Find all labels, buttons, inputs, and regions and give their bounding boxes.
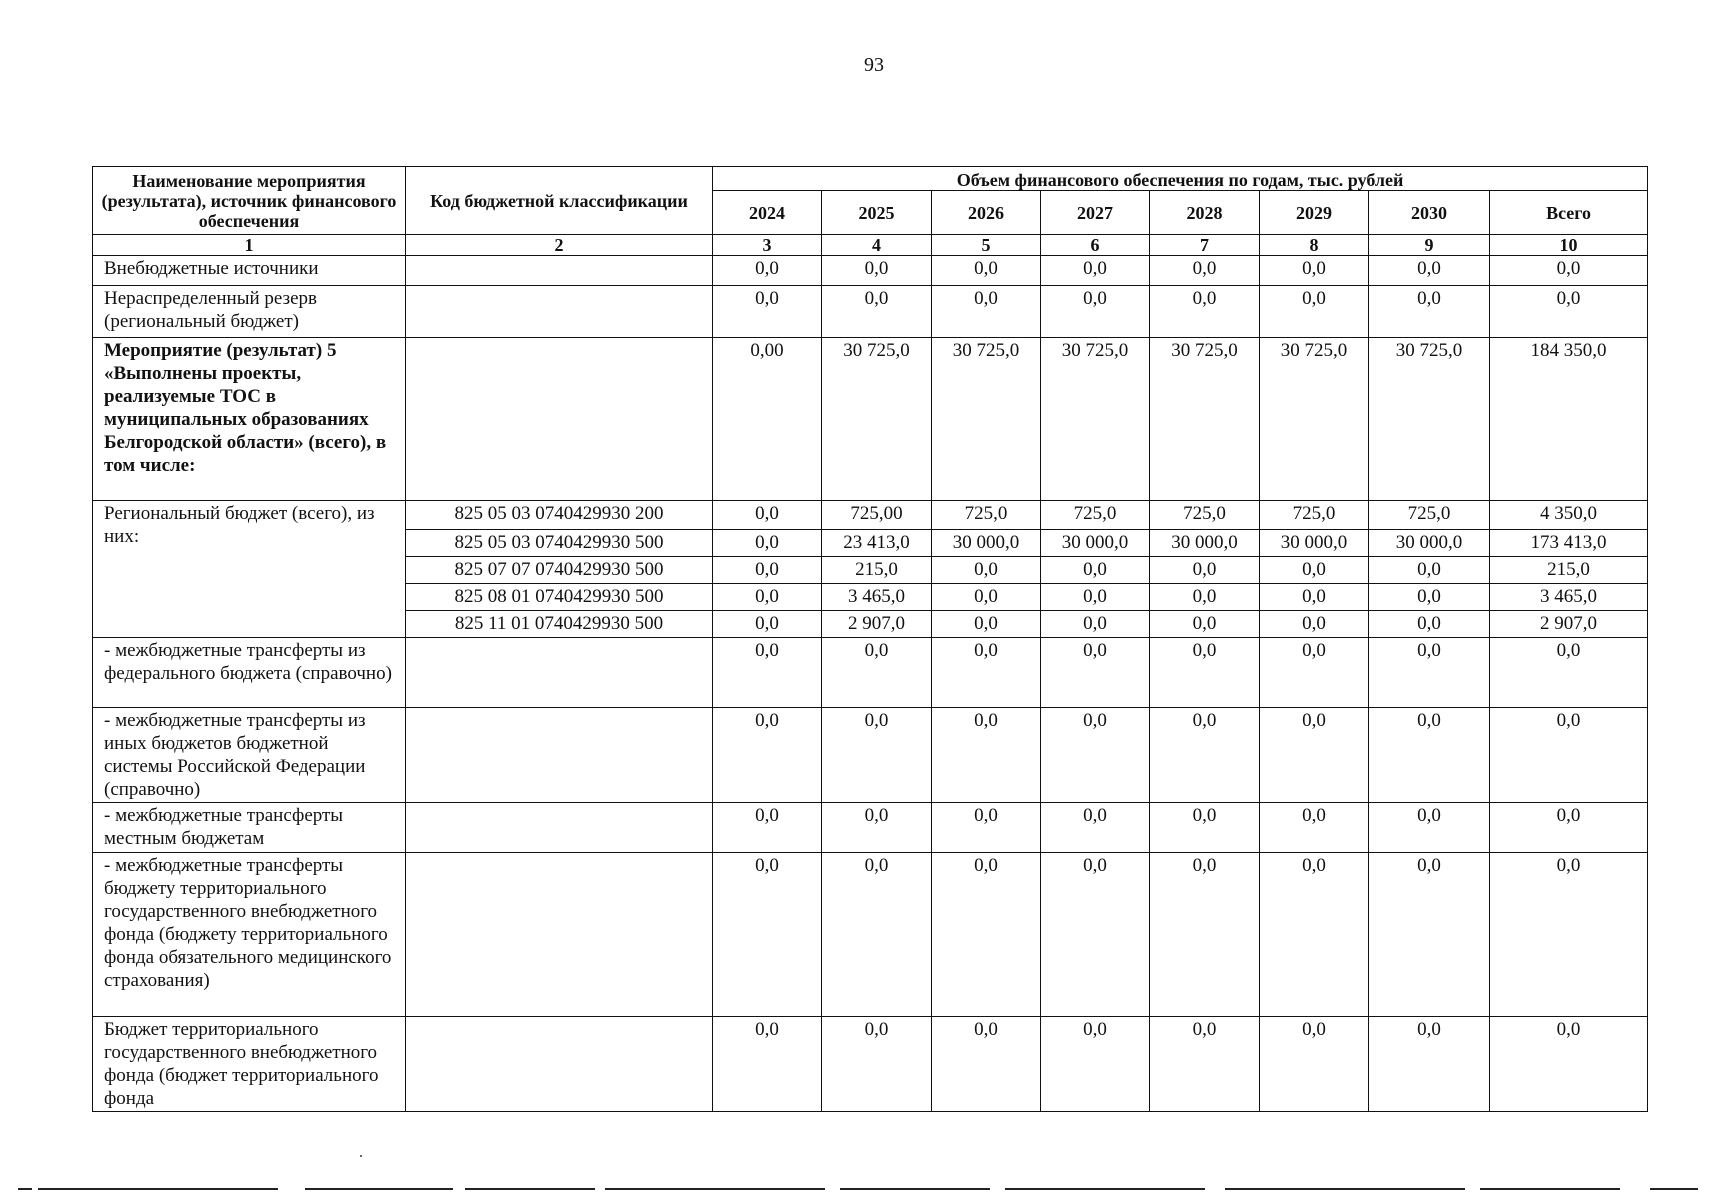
row-year-value: 0,0 — [932, 286, 1041, 338]
row-year-value: 0,0 — [1260, 1017, 1369, 1112]
row-year-value: 30 000,0 — [1260, 530, 1369, 557]
table-row — [93, 286, 1648, 338]
row-year-value: 0,0 — [932, 611, 1041, 638]
row-year-value: 0,0 — [932, 803, 1041, 853]
row-year-value: 725,0 — [1260, 501, 1369, 530]
row-year-value: 0,0 — [822, 708, 932, 803]
row-year-value: 0,0 — [1041, 708, 1150, 803]
row-year-value: 0,0 — [1369, 708, 1490, 803]
column-number: 8 — [1260, 235, 1369, 256]
row-year-value: 0,0 — [822, 286, 932, 338]
row-year-value: 0,0 — [932, 708, 1041, 803]
row-year-value: 0,0 — [713, 1017, 822, 1112]
row-year-value: 0,0 — [1369, 557, 1490, 584]
row-year-value: 0,0 — [822, 1017, 932, 1112]
row-total-value: 4 350,0 — [1490, 501, 1648, 530]
table-body — [93, 256, 1648, 1112]
row-year-value: 0,0 — [1150, 638, 1260, 708]
table-row — [93, 256, 1648, 286]
row-year-value: 0,0 — [1150, 611, 1260, 638]
header-code: Код бюджетной классификации — [406, 167, 713, 235]
row-year-value: 0,0 — [1260, 286, 1369, 338]
page-number: 93 — [864, 54, 884, 76]
table-row — [93, 338, 1648, 501]
row-year-value: 0,0 — [1150, 584, 1260, 611]
row-year-value: 0,0 — [1260, 557, 1369, 584]
row-year-value: 0,0 — [932, 256, 1041, 286]
column-number: 4 — [822, 235, 932, 256]
row-year-value: 0,0 — [1041, 853, 1150, 1017]
row-total-value: 0,0 — [1490, 638, 1648, 708]
row-year-value: 0,0 — [1260, 638, 1369, 708]
row-year-value: 0,0 — [1260, 584, 1369, 611]
row-year-value: 0,0 — [713, 584, 822, 611]
row-year-value: 0,0 — [1041, 638, 1150, 708]
row-year-value: 30 725,0 — [822, 338, 932, 501]
header-year: 2028 — [1150, 191, 1260, 235]
row-year-value: 0,0 — [1041, 803, 1150, 853]
row-year-value: 0,0 — [1369, 803, 1490, 853]
row-budget-code — [406, 803, 713, 853]
row-year-value: 30 725,0 — [1369, 338, 1490, 501]
table-row — [93, 638, 1648, 708]
header-name: Наименование мероприятия (результата), источник финансового обеспечения — [93, 167, 406, 235]
row-budget-code: 825 05 03 0740429930 200 — [406, 501, 713, 530]
row-total-value: 0,0 — [1490, 853, 1648, 1017]
row-year-value: 0,0 — [932, 853, 1041, 1017]
row-name: - межбюджетные трансферты местным бюджетам — [93, 803, 406, 853]
row-year-value: 0,0 — [1260, 256, 1369, 286]
row-year-value: 0,0 — [932, 1017, 1041, 1112]
row-year-value: 0,0 — [1041, 557, 1150, 584]
row-year-value: 30 000,0 — [1150, 530, 1260, 557]
row-year-value: 0,0 — [1041, 584, 1150, 611]
row-year-value: 30 725,0 — [1041, 338, 1150, 501]
row-name: - межбюджетные трансферты бюджету территориального государственного внебюджетного фонда (бюджету территориального фонда обязательного медицинского страхования) — [93, 853, 406, 1017]
row-year-value: 725,0 — [1041, 501, 1150, 530]
row-year-value: 0,0 — [1041, 1017, 1150, 1112]
row-year-value: 30 000,0 — [1369, 530, 1490, 557]
row-total-value: 0,0 — [1490, 286, 1648, 338]
row-year-value: 0,0 — [1369, 256, 1490, 286]
row-year-value: 0,0 — [1260, 708, 1369, 803]
row-year-value: 0,0 — [713, 557, 822, 584]
row-total-value: 0,0 — [1490, 1017, 1648, 1112]
row-budget-code — [406, 1017, 713, 1112]
row-year-value: 0,0 — [1150, 256, 1260, 286]
header-total: Всего — [1490, 191, 1648, 235]
row-year-value: 0,0 — [1369, 611, 1490, 638]
row-year-value: 0,0 — [713, 530, 822, 557]
row-budget-code: 825 05 03 0740429930 500 — [406, 530, 713, 557]
row-year-value: 725,0 — [1369, 501, 1490, 530]
column-number: 3 — [713, 235, 822, 256]
scan-edge-marks — [0, 1188, 1718, 1191]
table-row — [93, 708, 1648, 803]
row-year-value: 0,0 — [713, 638, 822, 708]
column-number: 1 — [93, 235, 406, 256]
row-name-bold: Мероприятие (результат) 5 «Выполнены проекты, реализуемые ТОС в муниципальных образованиях Белгородской области» (всего), в том числе: — [104, 340, 387, 476]
row-year-value: 0,0 — [932, 584, 1041, 611]
column-number: 2 — [406, 235, 713, 256]
row-year-value: 0,0 — [1369, 1017, 1490, 1112]
row-year-value: 0,0 — [822, 853, 932, 1017]
column-number: 5 — [932, 235, 1041, 256]
column-number: 6 — [1041, 235, 1150, 256]
row-year-value: 0,00 — [713, 338, 822, 501]
table-row — [93, 803, 1648, 853]
row-year-value: 0,0 — [1150, 1017, 1260, 1112]
header-year: 2025 — [822, 191, 932, 235]
row-year-value: 30 725,0 — [1260, 338, 1369, 501]
row-year-value: 0,0 — [1369, 638, 1490, 708]
row-year-value: 0,0 — [713, 803, 822, 853]
header-year: 2027 — [1041, 191, 1150, 235]
row-year-value: 0,0 — [1260, 853, 1369, 1017]
row-year-value: 30 725,0 — [1150, 338, 1260, 501]
row-total-value: 184 350,0 — [1490, 338, 1648, 501]
header-year: 2029 — [1260, 191, 1369, 235]
financing-table-container — [92, 166, 1648, 1112]
row-year-value: 0,0 — [1041, 611, 1150, 638]
column-number: 10 — [1490, 235, 1648, 256]
row-total-value: 0,0 — [1490, 708, 1648, 803]
row-year-value: 30 725,0 — [932, 338, 1041, 501]
column-number: 7 — [1150, 235, 1260, 256]
row-year-value: 0,0 — [1041, 286, 1150, 338]
row-name: Бюджет территориального государственного внебюджетного фонда (бюджет территориального фонда — [93, 1017, 406, 1112]
row-budget-code — [406, 638, 713, 708]
row-year-value: 0,0 — [1369, 584, 1490, 611]
row-year-value: 23 413,0 — [822, 530, 932, 557]
row-budget-code — [406, 286, 713, 338]
row-total-value: 0,0 — [1490, 803, 1648, 853]
header-year: 2026 — [932, 191, 1041, 235]
row-budget-code — [406, 853, 713, 1017]
row-year-value: 725,0 — [932, 501, 1041, 530]
row-year-value: 30 000,0 — [1041, 530, 1150, 557]
row-year-value: 0,0 — [932, 638, 1041, 708]
row-year-value: 0,0 — [1150, 708, 1260, 803]
row-year-value: 725,0 — [1150, 501, 1260, 530]
header-year: 2024 — [713, 191, 822, 235]
row-year-value: 0,0 — [1150, 853, 1260, 1017]
row-year-value: 0,0 — [713, 501, 822, 530]
table-row — [93, 501, 1648, 530]
row-budget-code: 825 07 07 0740429930 500 — [406, 557, 713, 584]
row-year-value: 0,0 — [1150, 557, 1260, 584]
row-year-value: 2 907,0 — [822, 611, 932, 638]
row-year-value: 0,0 — [1150, 286, 1260, 338]
row-year-value: 0,0 — [713, 853, 822, 1017]
row-total-value: 173 413,0 — [1490, 530, 1648, 557]
row-budget-code — [406, 338, 713, 501]
row-total-value: 3 465,0 — [1490, 584, 1648, 611]
row-year-value: 0,0 — [1260, 611, 1369, 638]
row-year-value: 0,0 — [932, 557, 1041, 584]
row-year-value: 0,0 — [1369, 853, 1490, 1017]
row-total-value: 0,0 — [1490, 256, 1648, 286]
row-year-value: 0,0 — [1041, 256, 1150, 286]
row-name — [93, 338, 406, 501]
table-row — [93, 853, 1648, 1017]
row-year-value: 0,0 — [822, 256, 932, 286]
financing-table — [92, 166, 1648, 1112]
row-year-value: 215,0 — [822, 557, 932, 584]
row-year-value: 30 000,0 — [932, 530, 1041, 557]
header-year: 2030 — [1369, 191, 1490, 235]
scan-speck — [360, 1155, 362, 1157]
row-name: - межбюджетные трансферты из иных бюджетов бюджетной системы Российской Федерации (справочно) — [93, 708, 406, 803]
row-year-value: 0,0 — [713, 286, 822, 338]
row-year-value: 0,0 — [1260, 803, 1369, 853]
row-name: Нераспределенный резерв (региональный бюджет) — [93, 286, 406, 338]
row-name: Внебюджетные источники — [93, 256, 406, 286]
row-budget-code: 825 11 01 0740429930 500 — [406, 611, 713, 638]
row-year-value: 0,0 — [822, 803, 932, 853]
row-year-value: 0,0 — [822, 638, 932, 708]
row-name: - межбюджетные трансферты из федерального бюджета (справочно) — [93, 638, 406, 708]
row-year-value: 0,0 — [1369, 286, 1490, 338]
row-year-value: 0,0 — [713, 708, 822, 803]
row-year-value: 0,0 — [713, 611, 822, 638]
table-row — [93, 1017, 1648, 1112]
row-total-value: 215,0 — [1490, 557, 1648, 584]
row-name: Региональный бюджет (всего), из них: — [93, 501, 406, 638]
row-year-value: 725,00 — [822, 501, 932, 530]
row-year-value: 0,0 — [713, 256, 822, 286]
row-budget-code — [406, 256, 713, 286]
row-year-value: 3 465,0 — [822, 584, 932, 611]
header-volume: Объем финансового обеспечения по годам, тыс. рублей — [713, 167, 1648, 191]
column-number: 9 — [1369, 235, 1490, 256]
row-budget-code: 825 08 01 0740429930 500 — [406, 584, 713, 611]
row-total-value: 2 907,0 — [1490, 611, 1648, 638]
row-budget-code — [406, 708, 713, 803]
row-year-value: 0,0 — [1150, 803, 1260, 853]
